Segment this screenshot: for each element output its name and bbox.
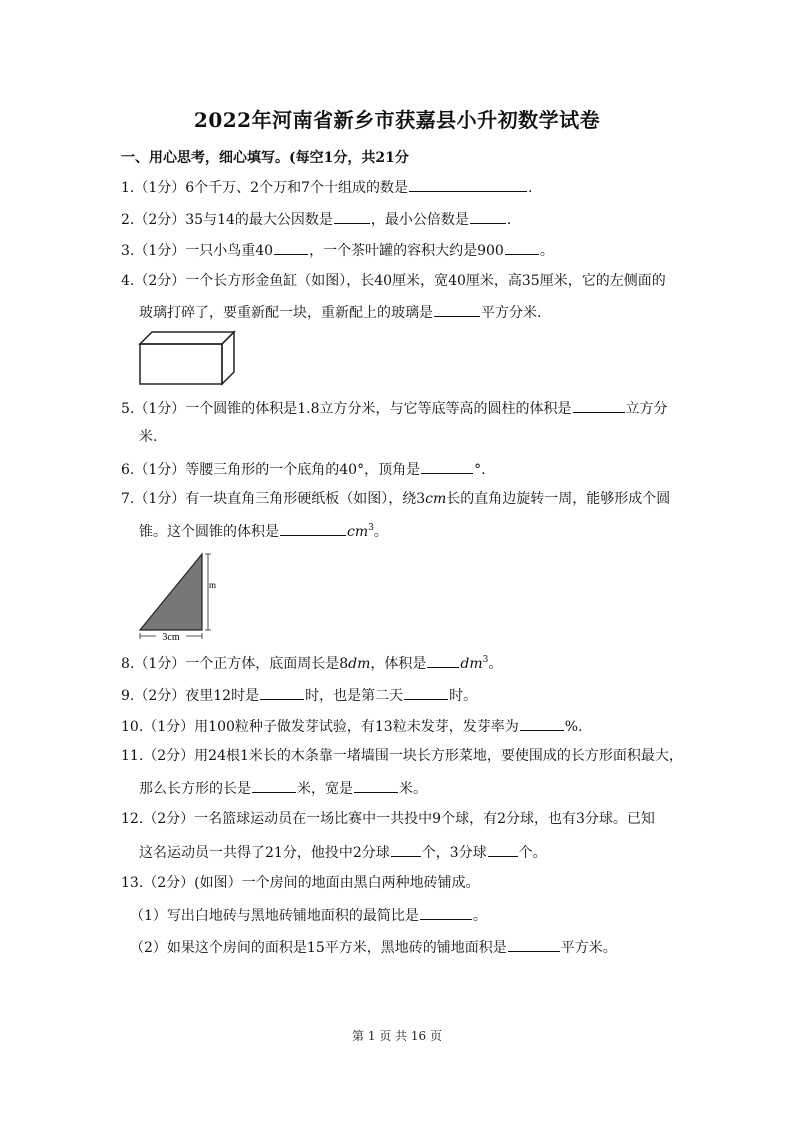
question-4-end: 平方分米. <box>481 305 542 321</box>
unit-dm: dm <box>460 656 483 672</box>
answer-blank[interactable] <box>488 842 518 857</box>
question-11-end: 米。 <box>399 781 427 797</box>
question-7-text-3: 锥。这个圆锥的体积是 <box>139 524 279 540</box>
question-13-part-2-text: （2）如果这个房间的面积是15平方米，黑地砖的铺地面积是 <box>130 940 507 956</box>
answer-blank[interactable] <box>520 716 564 731</box>
question-2-text: 2.（2分）35与14的最大公因数是 <box>121 212 333 228</box>
question-13-part-1-end: 。 <box>472 908 487 924</box>
question-13-part-1 <box>130 905 487 925</box>
question-13-line-1: 13.（2分）(如图）一个房间的地面由黑白两种地砖铺成。 <box>121 875 480 891</box>
question-3-text: 3.（1分）一只小鸟重40 <box>121 243 274 259</box>
page-title: 2022年河南省新乡市获嘉县小升初数学试卷 <box>193 108 601 132</box>
answer-blank[interactable] <box>427 653 459 668</box>
answer-blank[interactable] <box>334 209 370 224</box>
answer-blank[interactable] <box>280 521 346 536</box>
answer-blank[interactable] <box>354 778 398 793</box>
page-footer: 第 1 页 共 16 页 <box>352 1029 442 1043</box>
question-3-text-2: ，一个茶叶罐的容积大约是900 <box>309 243 504 259</box>
question-12-end: 个。 <box>518 845 547 861</box>
question-4-line-1: 4.（2分）一个长方形金鱼缸（如图），长40厘米，宽40厘米，高35厘米，它的左侧面的 <box>121 273 666 289</box>
answer-blank[interactable] <box>420 905 472 920</box>
question-1-text: 1.（1分）6个千万、2个万和7个十组成的数是 <box>121 180 408 196</box>
question-12-text: 这名运动员一共得了21分，他投中2分球 <box>139 845 390 861</box>
superscript: 3 <box>482 655 489 665</box>
answer-blank[interactable] <box>404 685 448 700</box>
question-9-text-2: 时，也是第二天 <box>305 688 404 704</box>
question-9 <box>121 685 477 705</box>
question-8 <box>121 653 502 673</box>
question-10-end: %. <box>564 719 583 735</box>
answer-blank[interactable] <box>421 459 473 474</box>
question-12-line-1: 12.（2分）一名篮球运动员在一场比赛中一共投中9个球，有2分球，也有3分球。已知 <box>121 811 655 827</box>
question-7-line-2 <box>139 521 388 541</box>
superscript: 3 <box>368 523 374 533</box>
question-7-line-1 <box>121 490 670 508</box>
answer-blank[interactable] <box>274 240 308 255</box>
answer-blank[interactable] <box>470 209 506 224</box>
section-heading-1: 一、用心思考，细心填写。(每空1分，共21分 <box>121 150 409 166</box>
question-5-text: 5.（1分）一个圆锥的体积是1.8立方分米，与它等底等高的圆柱的体积是 <box>121 401 572 417</box>
question-6-text: 6.（1分）等腰三角形的一个底角的40°，顶角是 <box>121 462 421 478</box>
question-8-end: 。 <box>488 656 503 672</box>
unit-dm: dm <box>348 656 371 672</box>
answer-blank[interactable] <box>409 177 527 192</box>
question-8-text: 8.（1分）一个正方体，底面周长是8 <box>121 656 349 672</box>
question-5-text-2: 立方分 <box>625 401 668 417</box>
question-13-part-2-end: 平方米。 <box>560 940 617 956</box>
question-11-text-2: 米，宽是 <box>297 781 353 797</box>
question-11-line-2 <box>139 778 427 798</box>
question-9-end: 时。 <box>449 688 478 704</box>
answer-blank[interactable] <box>391 842 421 857</box>
answer-blank[interactable] <box>508 937 560 952</box>
question-5-line-2: 米. <box>139 429 158 445</box>
question-9-text: 9.（2分）夜里12时是 <box>121 688 260 704</box>
question-1-end: . <box>528 180 533 196</box>
question-7-end: 。 <box>373 524 388 540</box>
question-1 <box>121 177 532 197</box>
question-7-text-2: 长的直角边旋转一周，能够形成个圆 <box>446 491 671 507</box>
unit-cm: cm <box>347 524 369 540</box>
question-12-text-2: 个，3分球 <box>421 845 487 861</box>
unit-cm: cm <box>425 491 447 507</box>
answer-blank[interactable] <box>434 302 480 317</box>
cuboid-figure <box>138 330 238 386</box>
question-8-text-2: ，体积是 <box>370 656 427 672</box>
answer-blank[interactable] <box>252 778 296 793</box>
question-4-line-2 <box>139 302 541 322</box>
question-10-text: 10.（1分）用100粒种子做发芽试验，有13粒未发芽，发芽率为 <box>121 719 519 735</box>
question-6-end: °. <box>474 462 486 478</box>
question-2-end: . <box>506 212 512 228</box>
question-2-text-2: ，最小公倍数是 <box>370 212 469 228</box>
question-2 <box>121 209 511 229</box>
question-5-line-1 <box>121 398 668 418</box>
question-3-end: 。 <box>539 243 554 259</box>
question-4-text: 玻璃打碎了，要重新配一块，重新配上的玻璃是 <box>139 305 433 321</box>
answer-blank[interactable] <box>505 240 539 255</box>
question-12-line-2 <box>139 842 547 862</box>
question-13-part-2 <box>130 937 617 957</box>
question-10 <box>121 716 582 736</box>
answer-blank[interactable] <box>260 685 304 700</box>
triangle-side-label: m <box>209 580 216 590</box>
question-3 <box>121 240 554 260</box>
question-11-line-1: 11.（2分）用24根1米长的木条靠一堵墙围一块长方形菜地，要使围成的长方形面积最大， <box>121 748 683 764</box>
question-11-text: 那么长方形的长是 <box>139 781 251 797</box>
question-6 <box>121 459 486 479</box>
right-triangle-figure <box>136 550 216 642</box>
triangle-base-label: 3cm <box>162 632 180 642</box>
question-13-part-1-text: （1）写出白地砖与黑地砖铺地面积的最简比是 <box>130 908 419 924</box>
answer-blank[interactable] <box>573 398 625 413</box>
question-7-text: 7.（1分）有一块直角三角形硬纸板（如图），绕3 <box>121 491 426 507</box>
